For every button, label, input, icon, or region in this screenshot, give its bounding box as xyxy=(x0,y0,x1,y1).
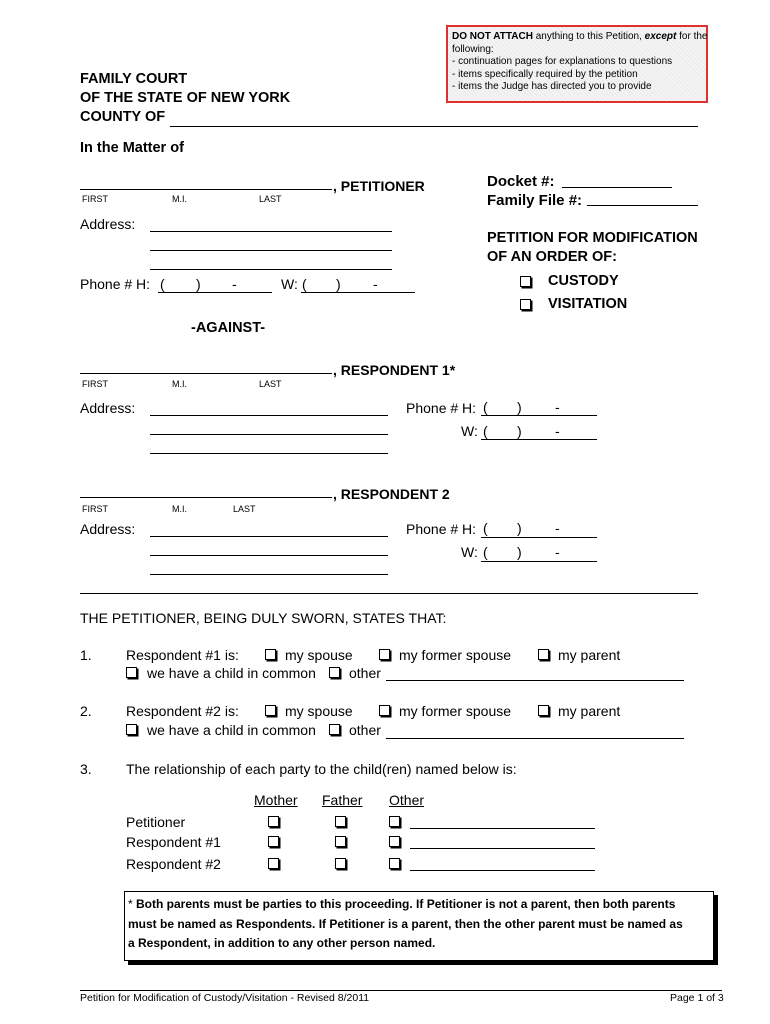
q2-label: Respondent #2 is: xyxy=(126,703,239,719)
col-mother: Mother xyxy=(254,792,298,808)
respondent1-address-field-2[interactable] xyxy=(150,434,388,435)
docket-label: Docket #: xyxy=(487,173,555,190)
paren-open: ( xyxy=(483,423,488,439)
paren-close: ) xyxy=(517,399,522,415)
q1-parent-checkbox[interactable] xyxy=(538,649,549,660)
q2-other-field[interactable] xyxy=(386,738,684,739)
label-mi: M.I. xyxy=(172,504,187,514)
notice-lead-italic: except xyxy=(644,31,677,42)
visitation-checkbox[interactable] xyxy=(520,299,531,310)
footer-form-title: Petition for Modification of Custody/Visitation - Revised 8/2011 xyxy=(80,992,370,1004)
paren-close: ) xyxy=(517,423,522,439)
label-first: FIRST xyxy=(82,504,108,514)
q2-other-label: other xyxy=(349,722,381,738)
q2-child-checkbox[interactable] xyxy=(126,724,137,735)
court-line3: COUNTY OF xyxy=(80,109,166,125)
respondent1-role: , RESPONDENT 1* xyxy=(333,362,456,378)
phone-dash: - xyxy=(373,276,378,292)
respondent2-role: , RESPONDENT 2 xyxy=(333,486,450,502)
respondent2-mother-checkbox[interactable] xyxy=(268,858,279,869)
respondent2-other-field[interactable] xyxy=(410,870,595,871)
q1-other-checkbox[interactable] xyxy=(329,667,340,678)
q1-former-spouse-checkbox[interactable] xyxy=(379,649,390,660)
petitioner-work-phone-field[interactable] xyxy=(301,292,415,293)
respondent1-father-checkbox[interactable] xyxy=(335,836,346,847)
parents-note-box xyxy=(124,891,714,961)
q2-spouse-checkbox[interactable] xyxy=(265,705,276,716)
label-first: FIRST xyxy=(82,194,108,204)
paren-close: ) xyxy=(196,276,201,292)
parents-note-line2: must be named as Respondents. If Petitioner is a parent, then the other parent must be named as xyxy=(128,916,683,931)
respondent1-other-field[interactable] xyxy=(410,848,595,849)
q2-number: 2. xyxy=(80,703,92,719)
phone-dash: - xyxy=(555,423,560,439)
respondent2-name-field[interactable] xyxy=(80,497,332,498)
petitioner-phone-label: Phone # H: xyxy=(80,276,151,292)
q1-spouse-checkbox[interactable] xyxy=(265,649,276,660)
paren-open: ( xyxy=(160,276,165,292)
q1-child-checkbox[interactable] xyxy=(126,667,137,678)
q1-number: 1. xyxy=(80,647,92,663)
petition-title-line2: OF AN ORDER OF: xyxy=(487,249,617,265)
q1-spouse-label: my spouse xyxy=(285,647,353,663)
label-last: LAST xyxy=(259,379,282,389)
footer-rule xyxy=(80,990,722,991)
respondent1-work-label: W: xyxy=(461,423,478,439)
county-field[interactable] xyxy=(170,126,698,127)
respondent2-home-phone-field[interactable] xyxy=(481,537,597,538)
paren-close: ) xyxy=(336,276,341,292)
q2-parent-label: my parent xyxy=(558,703,621,719)
q2-child-label: we have a child in common xyxy=(147,722,316,738)
custody-label: CUSTODY xyxy=(548,273,619,289)
respondent2-address-field-2[interactable] xyxy=(150,555,388,556)
court-line1: FAMILY COURT xyxy=(80,71,188,87)
paren-open: ( xyxy=(483,399,488,415)
respondent2-address-field-1[interactable] xyxy=(150,536,388,537)
docket-field[interactable] xyxy=(562,187,672,188)
petitioner-role: , PETITIONER xyxy=(333,178,425,194)
against-heading: -AGAINST- xyxy=(191,320,266,336)
petitioner-father-checkbox[interactable] xyxy=(335,816,346,827)
parents-note-star: * xyxy=(128,897,133,911)
respondent2-work-phone-field[interactable] xyxy=(481,561,597,562)
petitioner-mother-checkbox[interactable] xyxy=(268,816,279,827)
paren-close: ) xyxy=(517,520,522,536)
petitioner-work-label: W: xyxy=(281,276,298,292)
petitioner-address-label: Address: xyxy=(80,216,136,232)
phone-dash: - xyxy=(555,399,560,415)
paren-open: ( xyxy=(483,520,488,536)
parents-note-line1: Both parents must be parties to this proceeding. If Petitioner is not a parent, then both parents xyxy=(132,897,676,911)
section-divider xyxy=(80,593,698,594)
col-father: Father xyxy=(322,792,363,808)
parents-note-line3: a Respondent, in addition to any other person named. xyxy=(128,936,436,950)
respondent1-phone-label: Phone # H: xyxy=(406,400,477,416)
notice-line2: following: xyxy=(452,43,494,55)
respondent1-work-phone-field[interactable] xyxy=(481,439,597,440)
q3-number: 3. xyxy=(80,761,92,777)
visitation-label: VISITATION xyxy=(548,296,628,312)
court-line2: OF THE STATE OF NEW YORK xyxy=(80,90,291,106)
respondent1-name-field[interactable] xyxy=(80,373,332,374)
label-first: FIRST xyxy=(82,379,108,389)
custody-checkbox[interactable] xyxy=(520,276,531,287)
respondent1-address-field-1[interactable] xyxy=(150,415,388,416)
phone-dash: - xyxy=(555,520,560,536)
respondent2-address-field-3[interactable] xyxy=(150,574,388,575)
q1-former-spouse-label: my former spouse xyxy=(399,647,512,663)
respondent1-home-phone-field[interactable] xyxy=(481,415,597,416)
notice-lead-text: anything to this Petition, xyxy=(532,31,645,42)
phone-dash: - xyxy=(555,544,560,560)
notice-item: - items specifically required by the petition xyxy=(452,68,638,80)
respondent1-other-checkbox[interactable] xyxy=(389,836,400,847)
petitioner-other-checkbox[interactable] xyxy=(389,816,400,827)
label-mi: M.I. xyxy=(172,379,187,389)
footer-page-number: Page 1 of 3 xyxy=(670,992,724,1004)
label-mi: M.I. xyxy=(172,194,187,204)
row-petitioner: Petitioner xyxy=(126,814,186,830)
respondent1-mother-checkbox[interactable] xyxy=(268,836,279,847)
petitioner-home-phone-field[interactable] xyxy=(158,292,272,293)
notice-lead-tail: for the xyxy=(676,31,708,42)
q2-parent-checkbox[interactable] xyxy=(538,705,549,716)
sworn-statement: THE PETITIONER, BEING DULY SWORN, STATES THAT: xyxy=(80,610,447,626)
petitioner-name-field[interactable] xyxy=(80,189,332,190)
respondent1-address-field-3[interactable] xyxy=(150,453,388,454)
notice-item: - continuation pages for explanations to questions xyxy=(452,56,673,67)
respondent2-phone-label: Phone # H: xyxy=(406,521,477,537)
q1-child-label: we have a child in common xyxy=(147,665,316,681)
label-last: LAST xyxy=(233,504,256,514)
respondent2-father-checkbox[interactable] xyxy=(335,858,346,869)
paren-open: ( xyxy=(483,544,488,560)
respondent2-work-label: W: xyxy=(461,544,478,560)
petitioner-address-field-2[interactable] xyxy=(150,250,392,251)
petitioner-address-field-3[interactable] xyxy=(150,269,392,270)
paren-close: ) xyxy=(517,544,522,560)
q2-former-spouse-label: my former spouse xyxy=(399,703,512,719)
attachment-notice xyxy=(446,25,708,103)
paren-open: ( xyxy=(302,276,307,292)
phone-dash: - xyxy=(232,276,237,292)
q1-other-label: other xyxy=(349,665,381,681)
q2-former-spouse-checkbox[interactable] xyxy=(379,705,390,716)
q1-other-field[interactable] xyxy=(386,680,684,681)
row-respondent2: Respondent #2 xyxy=(126,856,221,872)
family-file-field[interactable] xyxy=(587,205,698,206)
notice-item: - items the Judge has directed you to provide xyxy=(452,81,652,92)
respondent1-address-label: Address: xyxy=(80,400,136,416)
matter-heading: In the Matter of xyxy=(80,140,184,156)
notice-lead-bold: DO NOT ATTACH xyxy=(452,31,533,42)
col-other: Other xyxy=(389,792,425,808)
petitioner-other-field[interactable] xyxy=(410,828,595,829)
respondent2-other-checkbox[interactable] xyxy=(389,858,400,869)
q3-text: The relationship of each party to the child(ren) named below is: xyxy=(126,761,517,777)
respondent2-address-label: Address: xyxy=(80,521,136,537)
q2-other-checkbox[interactable] xyxy=(329,724,340,735)
petition-title-line1: PETITION FOR MODIFICATION xyxy=(487,230,698,246)
q2-spouse-label: my spouse xyxy=(285,703,353,719)
petitioner-address-field-1[interactable] xyxy=(150,231,392,232)
q1-parent-label: my parent xyxy=(558,647,621,663)
notice-lead xyxy=(452,31,706,44)
row-respondent1: Respondent #1 xyxy=(126,834,221,850)
label-last: LAST xyxy=(259,194,282,204)
family-file-label: Family File #: xyxy=(487,192,583,209)
q1-label: Respondent #1 is: xyxy=(126,647,239,663)
